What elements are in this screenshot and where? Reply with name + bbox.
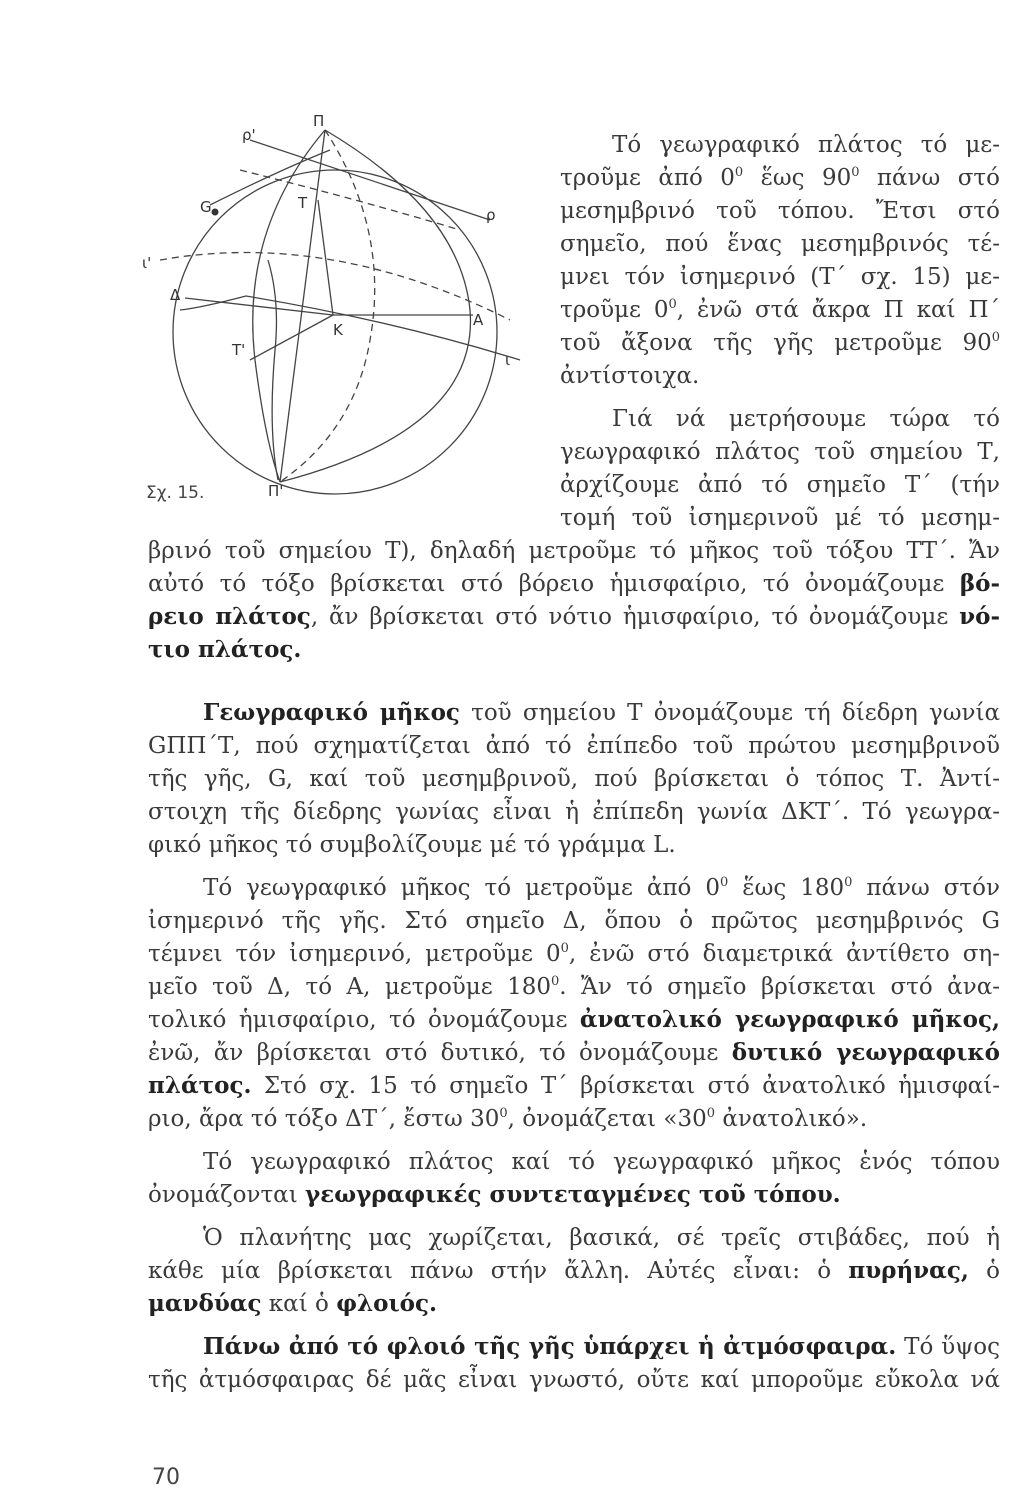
text-line: Γιά νά μετρήσουμε τώρα τό bbox=[612, 406, 1000, 432]
text-line: Τό γεωγραφικό πλάτος καί τό γεωγραφικό μῆκος ἑνός τόπου bbox=[203, 1149, 1000, 1175]
text-line: μεσημβρινό τοῦ τόπου. Ἔτσι στό bbox=[560, 198, 1000, 224]
text-line: τέμνει τόν ἰσημερινό, μετροῦμε $0^0$, ἐνῶ στό διαμετρικά ἀντίθετο ση- bbox=[148, 941, 1000, 967]
text-line: τομή τοῦ ἰσημερινοῦ μέ τό μεσημ- bbox=[560, 505, 1000, 531]
text-line: Τό γεωγραφικό μῆκος τό μετροῦμε ἀπό $0^0$ ἕως $180^0$ πάνω στόν bbox=[203, 875, 1000, 901]
text-line: ριο, ἄρα τό τόξο ΔΤ΄, ἔστω $30^0$, ὀνομάζεται «$30^0$ ἀνατολικό». bbox=[148, 1106, 868, 1132]
text-line: τροῦμε ἀπό $0^0$ ἕως $90^0$ πάνω στό bbox=[560, 165, 1000, 191]
text-line: γεωγραφικό πλάτος τοῦ σημείου Τ, bbox=[560, 439, 1000, 465]
label-T: Τ bbox=[298, 194, 308, 212]
label-i-prime: ι' bbox=[142, 254, 152, 272]
globe-diagram bbox=[130, 110, 530, 510]
meridian-3 bbox=[280, 130, 470, 482]
meridian-back bbox=[280, 130, 375, 482]
text-line: ἀντίστοιχα. bbox=[560, 363, 700, 389]
label-i: ι bbox=[505, 351, 511, 369]
text-line: ἰσημερινό τῆς γῆς. Στό σημεῖο Δ, ὅπου ὁ πρῶτος μεσημβρινός G bbox=[148, 908, 1000, 934]
text-line: τῆς ἀτμόσφαιρας δέ μᾶς εἶναι γνωστό, οὔτε καί μποροῦμε εὔκολα νά bbox=[148, 1367, 1000, 1393]
label-K: Κ bbox=[333, 321, 343, 339]
text-line: φικό μῆκος τό συμβολίζουμε μέ τό γράμμα L. bbox=[148, 832, 676, 858]
text-line: τῆς γῆς, G, καί τοῦ μεσημβρινοῦ, πού βρίσκεται ὁ τόπος Τ. Ἀντί- bbox=[148, 766, 1000, 792]
label-pi: Π bbox=[313, 112, 325, 130]
text-line: μανδύας καί ὁ φλοιός. bbox=[148, 1290, 437, 1317]
text-line: σημεῖο, πού ἕνας μεσημβρινός τέ- bbox=[560, 231, 1000, 257]
parallel-back bbox=[240, 170, 460, 230]
label-G: G bbox=[200, 198, 212, 216]
label-rho-prime: ρ' bbox=[242, 126, 256, 144]
radius-KT-prime bbox=[250, 315, 333, 360]
label-A: Α bbox=[473, 311, 484, 329]
text-line: αὐτό τό τόξο βρίσκεται στό βόρειο ἡμισφαίριο, τό ὀνομάζουμε βό- bbox=[148, 570, 1000, 597]
rho-line bbox=[250, 140, 490, 220]
label-pi-prime: Π' bbox=[268, 482, 284, 500]
label-T-prime: Τ' bbox=[232, 341, 246, 359]
text-line: βρινό τοῦ σημείου Τ), δηλαδή μετροῦμε τό μῆκος τοῦ τόξου ΤΤ΄. Ἄν bbox=[148, 538, 1000, 564]
text-line: πλάτος. Στό σχ. 15 τό σημεῖο Τ΄ βρίσκεται στό ἀνατολικό ἡμισφαί- bbox=[148, 1072, 1000, 1099]
text-line: τοῦ ἄξονα τῆς γῆς μετροῦμε $90^0$ bbox=[560, 330, 1000, 356]
radius-KD bbox=[185, 298, 333, 315]
text-line: ἐνῶ, ἄν βρίσκεται στό δυτικό, τό ὀνομάζουμε δυτικό γεωγραφικό bbox=[148, 1039, 1000, 1066]
text-line: τιο πλάτος. bbox=[148, 636, 302, 663]
text-line: GΠΠ΄Τ, πού σχηματίζεται ἀπό τό ἐπίπεδο τοῦ πρώτου μεσημβρινοῦ bbox=[148, 733, 1000, 759]
text-line: Γεωγραφικό μῆκος τοῦ σημείου Τ ὀνομάζουμε τή δίεδρη γωνία bbox=[203, 699, 1000, 726]
text-line: μνει τόν ἰσημερινό (Τ΄ σχ. 15) με- bbox=[560, 264, 1000, 290]
label-rho: ρ bbox=[486, 206, 496, 224]
text-line: τροῦμε $0^0$, ἐνῶ στά ἄκρα Π καί Π΄ bbox=[560, 297, 1001, 323]
text-line: Τό γεωγραφικό πλάτος τό με- bbox=[612, 132, 1000, 158]
text-line: Ὁ πλανήτης μας χωρίζεται, βασικά, σέ τρεῖς στιβάδες, πού ἡ bbox=[203, 1225, 1000, 1251]
axis-line bbox=[280, 130, 325, 482]
page-number: 70 bbox=[152, 1465, 180, 1490]
text-line: κάθε μία βρίσκεται πάνω στήν ἄλλη. Αὐτές εἶναι: ὁ πυρήνας, ὁ bbox=[148, 1257, 1000, 1284]
text-line: ὀνομάζονται γεωγραφικές συντεταγμένες τοῦ τόπου. bbox=[148, 1181, 841, 1208]
text-line: ἀρχίζουμε ἀπό τό σημεῖο Τ΄ (τήν bbox=[560, 472, 1000, 498]
text-line: τολικό ἡμισφαίριο, τό ὀνομάζουμε ἀνατολικό γεωγραφικό μῆκος, bbox=[148, 1006, 1000, 1033]
meridian-2 bbox=[253, 130, 325, 482]
text-line: ρειο πλάτος, ἄν βρίσκεται στό νότιο ἡμισφαίριο, τό ὀνομάζουμε νό- bbox=[148, 603, 1000, 630]
figure-caption: Σχ. 15. bbox=[146, 483, 205, 503]
text-line: μεῖο τοῦ Δ, τό Α, μετροῦμε $180^0$. Ἄν τό σημεῖο βρίσκεται στό ἀνα- bbox=[148, 974, 1000, 1000]
text-line: Πάνω ἀπό τό φλοιό τῆς γῆς ὑπάρχει ἡ ἀτμόσφαιρα. Τό ὕψος bbox=[203, 1333, 1000, 1360]
text-line: στοιχη τῆς δίεδρης γωνίας εἶναι ἡ ἐπίπεδη γωνία ΔΚΤ΄. Τό γεωγρα- bbox=[148, 799, 1000, 825]
label-delta: Δ bbox=[170, 286, 181, 304]
